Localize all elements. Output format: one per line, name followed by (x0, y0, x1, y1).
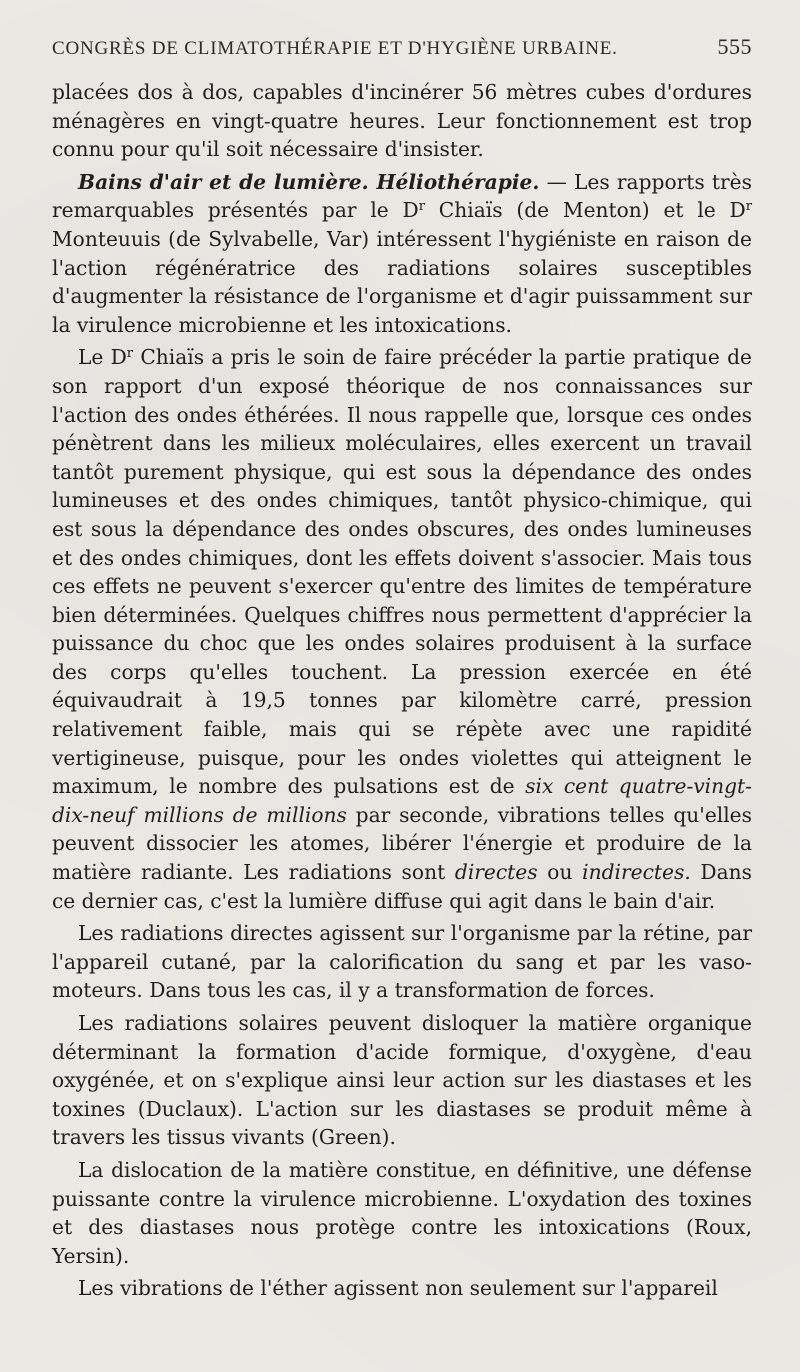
paragraph-4: Les radiations directes agissent sur l'organisme par la rétine, par l'appareil cutané, par la calorification du sang et par les vaso-moteurs. Dans tous les cas, il y a transformation de forces. (52, 921, 752, 1003)
paragraph-6: La dislocation de la matière constitue, en définitive, une défense puissante contre la virulence microbienne. L'oxydation des toxines et des diastases nous protège contre les intoxications (Roux, Yersin). (52, 1157, 752, 1268)
paragraph-3-text-e: Dans ce dernier cas, c'est la lumière diffuse qui agit dans le bain d'air. (52, 860, 753, 913)
paragraph-2-text-b: Chiaïs (de Menton) et le D (425, 198, 746, 223)
page-number: 555 (717, 34, 752, 59)
paragraph-5: Les radiations solaires peuvent disloquer la matière organique déterminant la formation d'acide formique, d'oxygène, d'eau oxygénée, et on s'explique ainsi leur action sur les diastases et les toxines (Duclaux). L'action sur les diastases se produit même à travers les tissus vivants (Green). (52, 1011, 752, 1150)
italic-phrase: six cent quatre-vingt-dix-neuf millions de millions (52, 774, 752, 827)
paragraph-2-text-a: — Les rapports très remarquables présentés par le D (52, 169, 752, 223)
paragraph-3 (52, 343, 752, 915)
paragraph-3-text-a: Le D (78, 345, 127, 370)
paragraph-1: placées dos à dos, capables d'incinérer 56 mètres cubes d'ordures ménagères en vingt-quatre heures. Leur fonctionnement est trop connu pour qu'il soit nécessaire d'insister. (52, 80, 752, 162)
paragraph-3-text-d: ou (537, 860, 583, 885)
section-heading: Bains d'air et de lumière. Héliothérapie. (78, 169, 540, 194)
superscript: r (418, 199, 425, 215)
body-text (52, 78, 752, 1303)
paragraph-2 (52, 168, 752, 340)
paragraph-3-text-c: par seconde, vibrations telles qu'elles peuvent dissocier les atomes, libérer l'énergie et produire de la matière radiante. Les radiations sont (52, 802, 752, 885)
running-head (52, 34, 752, 78)
superscript: r (745, 199, 752, 215)
paragraph-3-text-b: Chiaïs a pris le soin de faire précéder la partie pratique de son rapport d'un exposé théorique de nos connaissances sur l'action des ondes éthérées. Il nous rappelle que, lorsque ces ondes pénètrent dans les milieux moléculaires, elles exercent un travail tantôt purement physique, qui est sous la dépendance des ondes lumineuses et des ondes chimiques, tantôt physico-chimique, qui est sous la dépendance des ondes obscures, des ondes lumineuses et des ondes chimiques, dont les effets doivent s'associer. Mais tous ces effets ne peuvent s'exercer qu'entre des limites de température bien déterminées. Quelques chiffres nous permettent d'apprécier la puissance du choc que les ondes solaires produisent à la surface des corps qu'elles touchent. La pression exercée en été équivaudrait à 19,5 tonnes par kilomètre carré, pression relativement faible, mais qui se répète avec une rapidité vertigineuse, puisque, pour les ondes violettes qui atteignent le maximum, le nombre des pulsations est de (52, 345, 752, 799)
running-title: CONGRÈS DE CLIMATOTHÉRAPIE ET D'HYGIÈNE URBAINE. (52, 38, 618, 59)
paragraph-7: Les vibrations de l'éther agissent non seulement sur l'appareil (78, 1276, 718, 1301)
italic-word: directes (454, 860, 538, 885)
paragraph-2-text-c: Monteuuis (de Sylvabelle, Var) intéressent l'hygiéniste en raison de l'action régénératrice des radiations solaires susceptibles d'augmenter la résistance de l'organisme et d'agir puissamment sur la virulence microbienne et les intoxications. (52, 226, 752, 337)
italic-word: indirectes. (582, 860, 691, 885)
superscript: r (126, 346, 134, 362)
